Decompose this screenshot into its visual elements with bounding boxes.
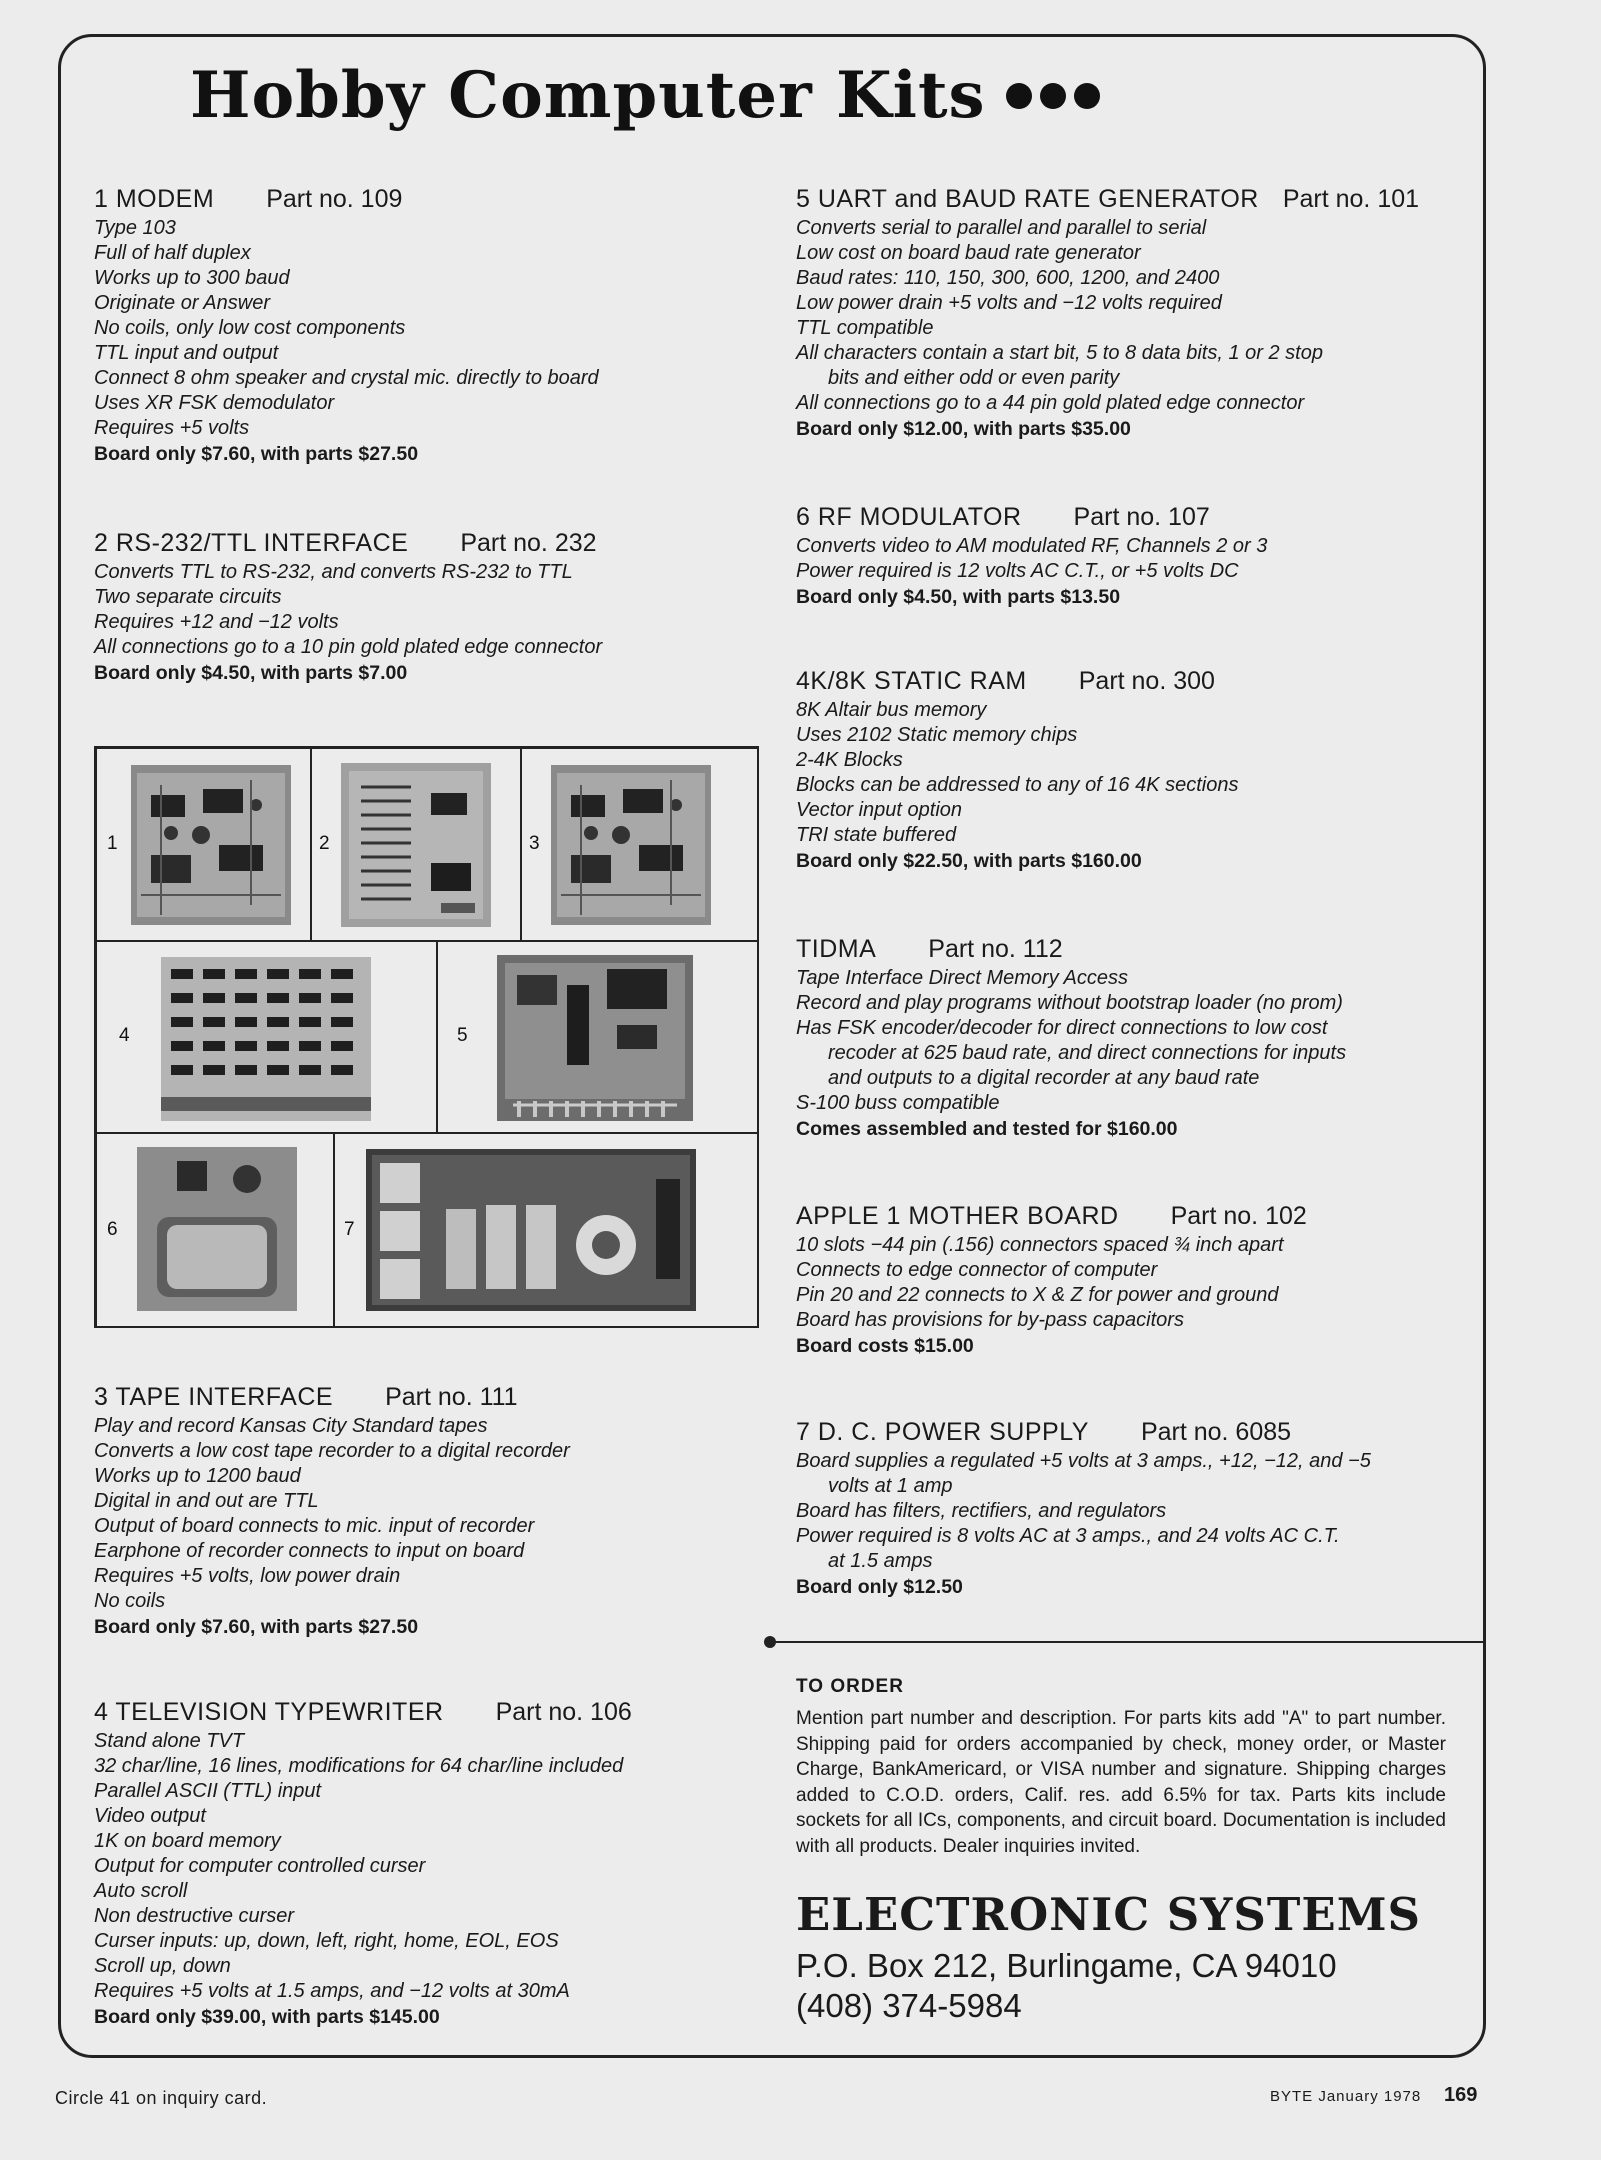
part-number: Part no. 109	[266, 185, 403, 213]
product-rs232-interface	[94, 526, 602, 686]
spec-line: Video output	[94, 1805, 206, 1827]
price-line: Comes assembled and tested for $160.00	[796, 1118, 1178, 1140]
circuit-board-photo-icon	[551, 765, 711, 925]
spec-line: Requires +12 and −12 volts	[94, 611, 339, 633]
spec-line: Connect 8 ohm speaker and crystal mic. directly to board	[94, 367, 599, 389]
product-title: 4K/8K STATIC RAM	[796, 667, 1027, 695]
photo-number: 4	[119, 1025, 130, 1046]
headline-text: Hobby Computer Kits	[190, 58, 986, 133]
spec-line: Uses XR FSK demodulator	[94, 392, 335, 414]
photo-cell-3	[520, 748, 759, 942]
spec-line: recoder at 625 baud rate, and direct connections for inputs	[828, 1042, 1347, 1064]
spec-line: TRI state buffered	[796, 824, 957, 846]
price-line: Board only $7.60, with parts $27.50	[94, 1616, 419, 1638]
product-rf-modulator	[796, 500, 1267, 610]
spec-line: 10 slots −44 pin (.156) connectors spaced ¾ inch apart	[796, 1234, 1284, 1256]
price-line: Board only $4.50, with parts $7.00	[94, 662, 408, 684]
product-title: 1 MODEM	[94, 185, 215, 213]
spec-line: Low power drain +5 volts and −12 volts required	[796, 292, 1222, 314]
product-title: 7 D. C. POWER SUPPLY	[796, 1418, 1089, 1446]
product-apple-1-mother-board	[796, 1199, 1307, 1359]
price-line: Board costs $15.00	[796, 1335, 974, 1357]
part-number: Part no. 6085	[1140, 1418, 1292, 1446]
spec-line: Requires +5 volts	[94, 417, 250, 439]
spec-line: Record and play programs without bootstrap loader (no prom)	[796, 992, 1343, 1014]
spec-line: All characters contain a start bit, 5 to 8 data bits, 1 or 2 stop	[796, 342, 1323, 364]
headline-dots	[1006, 83, 1100, 109]
product-tidma	[796, 932, 1346, 1142]
spec-line: Pin 20 and 22 connects to X & Z for power and ground	[796, 1284, 1279, 1306]
bullet-dot-icon	[1040, 83, 1066, 109]
spec-line: Output of board connects to mic. input of recorder	[94, 1515, 535, 1537]
product-uart	[796, 182, 1419, 442]
spec-line: Originate or Answer	[94, 292, 270, 314]
spec-line: Converts a low cost tape recorder to a digital recorder	[94, 1440, 570, 1462]
spec-line: Converts TTL to RS-232, and converts RS-232 to TTL	[94, 561, 573, 583]
spec-line: Board has provisions for by-pass capacitors	[796, 1309, 1184, 1331]
spec-line: Auto scroll	[94, 1880, 188, 1902]
spec-list	[796, 534, 1267, 584]
photo-cell-5	[436, 940, 759, 1134]
spec-line: 32 char/line, 16 lines, modifications for 64 char/line included	[94, 1755, 624, 1777]
spec-list	[796, 1449, 1371, 1574]
spec-line: Uses 2102 Static memory chips	[796, 724, 1078, 746]
product-title: 6 RF MODULATOR	[796, 503, 1022, 531]
spec-line: 2-4K Blocks	[796, 749, 903, 771]
circuit-board-photo-icon	[131, 765, 291, 925]
spec-line: Stand alone TVT	[94, 1730, 245, 1752]
magazine-issue: BYTE January 1978	[1270, 2088, 1422, 2105]
product-title: 2 RS-232/TTL INTERFACE	[94, 529, 409, 557]
part-number: Part no. 232	[460, 529, 597, 557]
spec-list	[94, 1414, 570, 1614]
spec-list	[94, 216, 599, 441]
product-title: 3 TAPE INTERFACE	[94, 1383, 334, 1411]
spec-list	[796, 698, 1239, 848]
spec-line: Works up to 300 baud	[94, 267, 290, 289]
spec-line: Vector input option	[796, 799, 963, 821]
spec-list	[796, 966, 1346, 1116]
photo-cell-7	[333, 1132, 759, 1328]
spec-line: Board has filters, rectifiers, and regulators	[796, 1500, 1167, 1522]
spec-line: Power required is 12 volts AC C.T., or +5 volts DC	[796, 560, 1239, 582]
spec-line: Parallel ASCII (TTL) input	[94, 1780, 322, 1802]
photo-number: 7	[344, 1219, 355, 1240]
spec-line: bits and either odd or even parity	[828, 367, 1120, 389]
part-number: Part no. 107	[1073, 503, 1210, 531]
spec-line: Works up to 1200 baud	[94, 1465, 301, 1487]
price-line: Board only $7.60, with parts $27.50	[94, 443, 419, 465]
photo-cell-6	[96, 1132, 335, 1328]
order-heading: TO ORDER	[796, 1676, 904, 1697]
photo-cell-4	[96, 940, 438, 1134]
spec-line: Digital in and out are TTL	[94, 1490, 319, 1512]
spec-line: volts at 1 amp	[828, 1475, 953, 1497]
page-number: 169	[1444, 2084, 1478, 2106]
spec-line: at 1.5 amps	[828, 1550, 933, 1572]
spec-line: All connections go to a 10 pin gold plated edge connector	[94, 636, 603, 658]
spec-line: Type 103	[94, 217, 176, 239]
circuit-board-photo-icon	[341, 763, 491, 927]
spec-line: Board supplies a regulated +5 volts at 3 amps., +12, −12, and −5	[796, 1450, 1371, 1472]
bullet-dot-icon	[1074, 83, 1100, 109]
product-modem	[94, 182, 599, 467]
inquiry-note: Circle 41 on inquiry card.	[55, 2088, 268, 2108]
order-text: Mention part number and description. For parts kits add "A" to part number. Shipping paid for orders accompanied by check, money order, or Master Charge, BankAmericard, or VISA number and signature. Shipping charges added to C.O.D. orders, Calif. res. add 6.5% for tax. Parts kits include sockets for all ICs, components, and circuit board. Documentation is included with all products. Dealer inquiries invited.	[796, 1708, 1446, 1857]
circuit-board-photo-icon	[137, 1147, 297, 1311]
product-static-ram	[796, 664, 1239, 874]
part-number: Part no. 111	[385, 1383, 518, 1411]
spec-line: Converts serial to parallel and parallel to serial	[796, 217, 1207, 239]
spec-line: Earphone of recorder connects to input on board	[94, 1540, 525, 1562]
product-photo-grid	[94, 746, 759, 1328]
spec-line: Has FSK encoder/decoder for direct connections to low cost	[796, 1017, 1328, 1039]
product-dc-power-supply	[796, 1415, 1371, 1600]
spec-line: Tape Interface Direct Memory Access	[796, 967, 1128, 989]
price-line: Board only $22.50, with parts $160.00	[796, 850, 1142, 872]
circuit-board-photo-icon	[497, 955, 693, 1121]
divider	[770, 1641, 1484, 1643]
spec-line: 1K on board memory	[94, 1830, 281, 1852]
part-number: Part no. 300	[1078, 667, 1215, 695]
part-number: Part no. 106	[495, 1698, 632, 1726]
price-line: Board only $4.50, with parts $13.50	[796, 586, 1121, 608]
spec-line: and outputs to a digital recorder at any baud rate	[828, 1067, 1260, 1089]
spec-line: Baud rates: 110, 150, 300, 600, 1200, and 2400	[796, 267, 1220, 289]
spec-line: Connects to edge connector of computer	[796, 1259, 1158, 1281]
spec-line: All connections go to a 44 pin gold plated edge connector	[796, 392, 1305, 414]
price-line: Board only $12.00, with parts $35.00	[796, 418, 1131, 440]
photo-number: 3	[529, 833, 540, 854]
bullet-dot-icon	[1006, 83, 1032, 109]
spec-list	[94, 1729, 632, 2004]
photo-number: 6	[107, 1219, 118, 1240]
part-number: Part no. 101	[1282, 185, 1420, 213]
price-line: Board only $39.00, with parts $145.00	[94, 2006, 440, 2028]
spec-line: Play and record Kansas City Standard tapes	[94, 1415, 488, 1437]
spec-line: Output for computer controlled curser	[94, 1855, 426, 1877]
circuit-board-photo-icon	[366, 1149, 696, 1311]
spec-line: Curser inputs: up, down, left, right, home, EOL, EOS	[94, 1930, 559, 1952]
spec-list	[796, 216, 1419, 416]
product-title: TIDMA	[796, 935, 877, 963]
photo-cell-1	[96, 748, 312, 942]
spec-line: Full of half duplex	[94, 242, 251, 264]
photo-number: 1	[107, 833, 118, 854]
company-phone: (408) 374-5984	[796, 1987, 1022, 2024]
part-number: Part no. 102	[1170, 1202, 1307, 1230]
spec-line: No coils, only low cost components	[94, 317, 406, 339]
part-number: Part no. 112	[928, 935, 1063, 963]
spec-line: Requires +5 volts, low power drain	[94, 1565, 401, 1587]
photo-number: 2	[319, 833, 330, 854]
product-title: APPLE 1 MOTHER BOARD	[796, 1202, 1119, 1230]
product-title: 5 UART and BAUD RATE GENERATOR	[796, 185, 1259, 213]
product-title: 4 TELEVISION TYPEWRITER	[94, 1698, 444, 1726]
spec-line: Low cost on board baud rate generator	[796, 242, 1141, 264]
spec-line: Scroll up, down	[94, 1955, 231, 1977]
spec-line: TTL input and output	[94, 342, 279, 364]
circuit-board-photo-icon	[161, 957, 371, 1121]
spec-line: S-100 buss compatible	[796, 1092, 1000, 1114]
company-address: P.O. Box 212, Burlingame, CA 94010	[796, 1947, 1337, 1984]
spec-line: No coils	[94, 1590, 166, 1612]
spec-line: TTL compatible	[796, 317, 934, 339]
spec-line: Two separate circuits	[94, 586, 282, 608]
photo-number: 5	[457, 1025, 468, 1046]
company-name: ELECTRONIC SYSTEMS	[796, 1888, 1422, 1941]
product-television-typewriter	[94, 1695, 632, 2030]
spec-line: Non destructive curser	[94, 1905, 295, 1927]
spec-list	[94, 560, 602, 660]
spec-line: Power required is 8 volts AC at 3 amps., and 24 volts AC C.T.	[796, 1525, 1340, 1547]
spec-list	[796, 1233, 1307, 1333]
headline	[190, 58, 1100, 133]
photo-cell-2	[310, 748, 522, 942]
price-line: Board only $12.50	[796, 1576, 963, 1598]
spec-line: Blocks can be addressed to any of 16 4K sections	[796, 774, 1239, 796]
spec-line: 8K Altair bus memory	[796, 699, 987, 721]
product-tape-interface	[94, 1380, 570, 1640]
spec-line: Converts video to AM modulated RF, Channels 2 or 3	[796, 535, 1268, 557]
spec-line: Requires +5 volts at 1.5 amps, and −12 volts at 30mA	[94, 1980, 570, 2002]
